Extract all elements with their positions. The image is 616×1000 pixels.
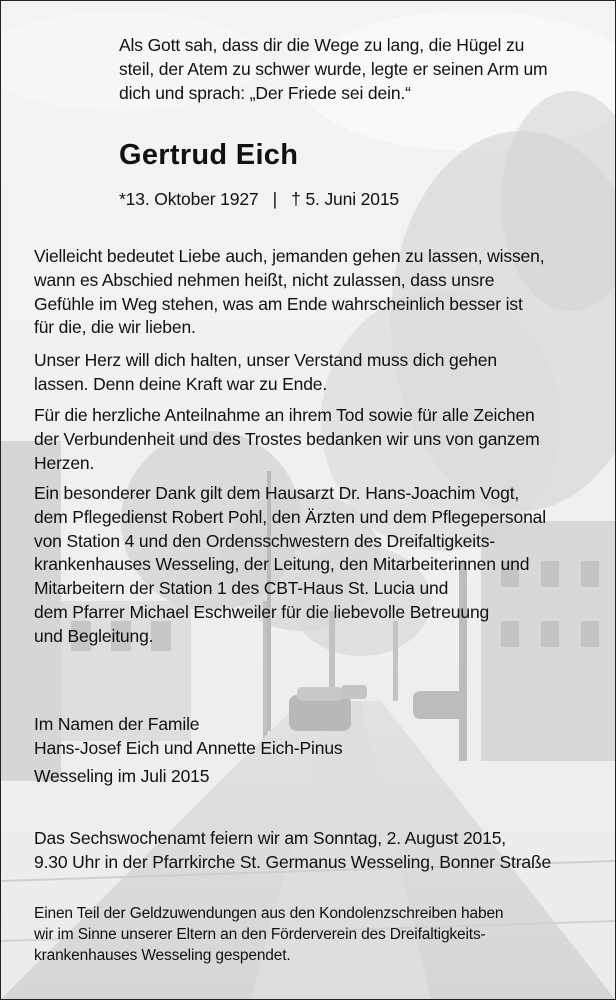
text-line: wann es Abschied nehmen heißt, nicht zulassen, dass unsre [34, 269, 495, 290]
text-line: Vielleicht bedeutet Liebe auch, jemanden gehen zu lassen, wissen, [34, 246, 545, 266]
text-line: für die, die wir lieben. [34, 317, 196, 338]
text-line: Im Namen der Famile [34, 714, 200, 734]
quote-line: dich und sprach: „Der Friede sei dein.“ [119, 82, 411, 103]
memorial-service [34, 827, 551, 875]
paragraph-heart [34, 349, 497, 397]
place-date: Wesseling im Juli 2015 [34, 766, 210, 786]
text-line: von Station 4 und den Ordensschwestern des Dreifaltigkeits- [34, 530, 495, 551]
family-signature [34, 713, 343, 761]
text-line: Gefühle im Weg stehen, was am Ende wahrscheinlich besser ist [34, 293, 523, 314]
text-line: krankenhauses Wesseling, der Leitung, den Mitarbeiterinnen und [34, 554, 530, 575]
text-line: Das Sechswochenamt feiern wir am Sonntag, 2. August 2015, [34, 828, 506, 848]
text-line: und Begleitung. [34, 625, 154, 646]
paragraph-farewell [34, 245, 544, 340]
donation-note [34, 904, 503, 966]
text-line: Für die herzliche Anteilnahme an ihrem Tod sowie für alle Zeichen [34, 405, 535, 425]
text-line: Unser Herz will dich halten, unser Verstand muss dich gehen [34, 350, 497, 370]
text-line: dem Pfarrer Michael Eschweiler für die liebevolle Betreuung [34, 601, 490, 622]
text-line: krankenhauses Wesseling gespendet. [34, 946, 291, 964]
text-line: Mitarbeitern der Station 1 des CBT-Haus St. Lucia und [34, 578, 449, 599]
text-line: wir im Sinne unserer Eltern an den Förderverein des Dreifaltigkeits- [34, 925, 486, 943]
text-line: Hans-Josef Eich und Annette Eich-Pinus [34, 737, 343, 758]
text-line: Einen Teil der Geldzuwendungen aus den Kondolenzschreiben haben [34, 905, 504, 922]
text-line: dem Pflegedienst Robert Pohl, den Ärzten und dem Pflegepersonal [34, 506, 546, 527]
life-dates: *13. Oktober 1927 | † 5. Juni 2015 [119, 189, 400, 209]
deceased-name: Gertrud Eich [119, 139, 299, 171]
quote-line: steil, der Atem zu schwer wurde, legte er seinen Arm um [119, 58, 548, 79]
quote-line: Als Gott sah, dass dir die Wege zu lang, die Hügel zu [119, 35, 525, 55]
text-line: 9.30 Uhr in der Pfarrkirche St. Germanus Wesseling, Bonner Straße [34, 851, 552, 872]
text-line: der Verbundenheit und des Trostes bedanken wir uns von ganzem [34, 428, 540, 449]
text-line: Ein besonderer Dank gilt dem Hausarzt Dr. Hans-Joachim Vogt, [34, 483, 520, 503]
text-line: Herzen. [34, 452, 95, 473]
paragraph-special-thanks [34, 482, 546, 649]
paragraph-thanks [34, 404, 540, 475]
quote [119, 34, 547, 105]
text-line: lassen. Denn deine Kraft war zu Ende. [34, 373, 328, 394]
